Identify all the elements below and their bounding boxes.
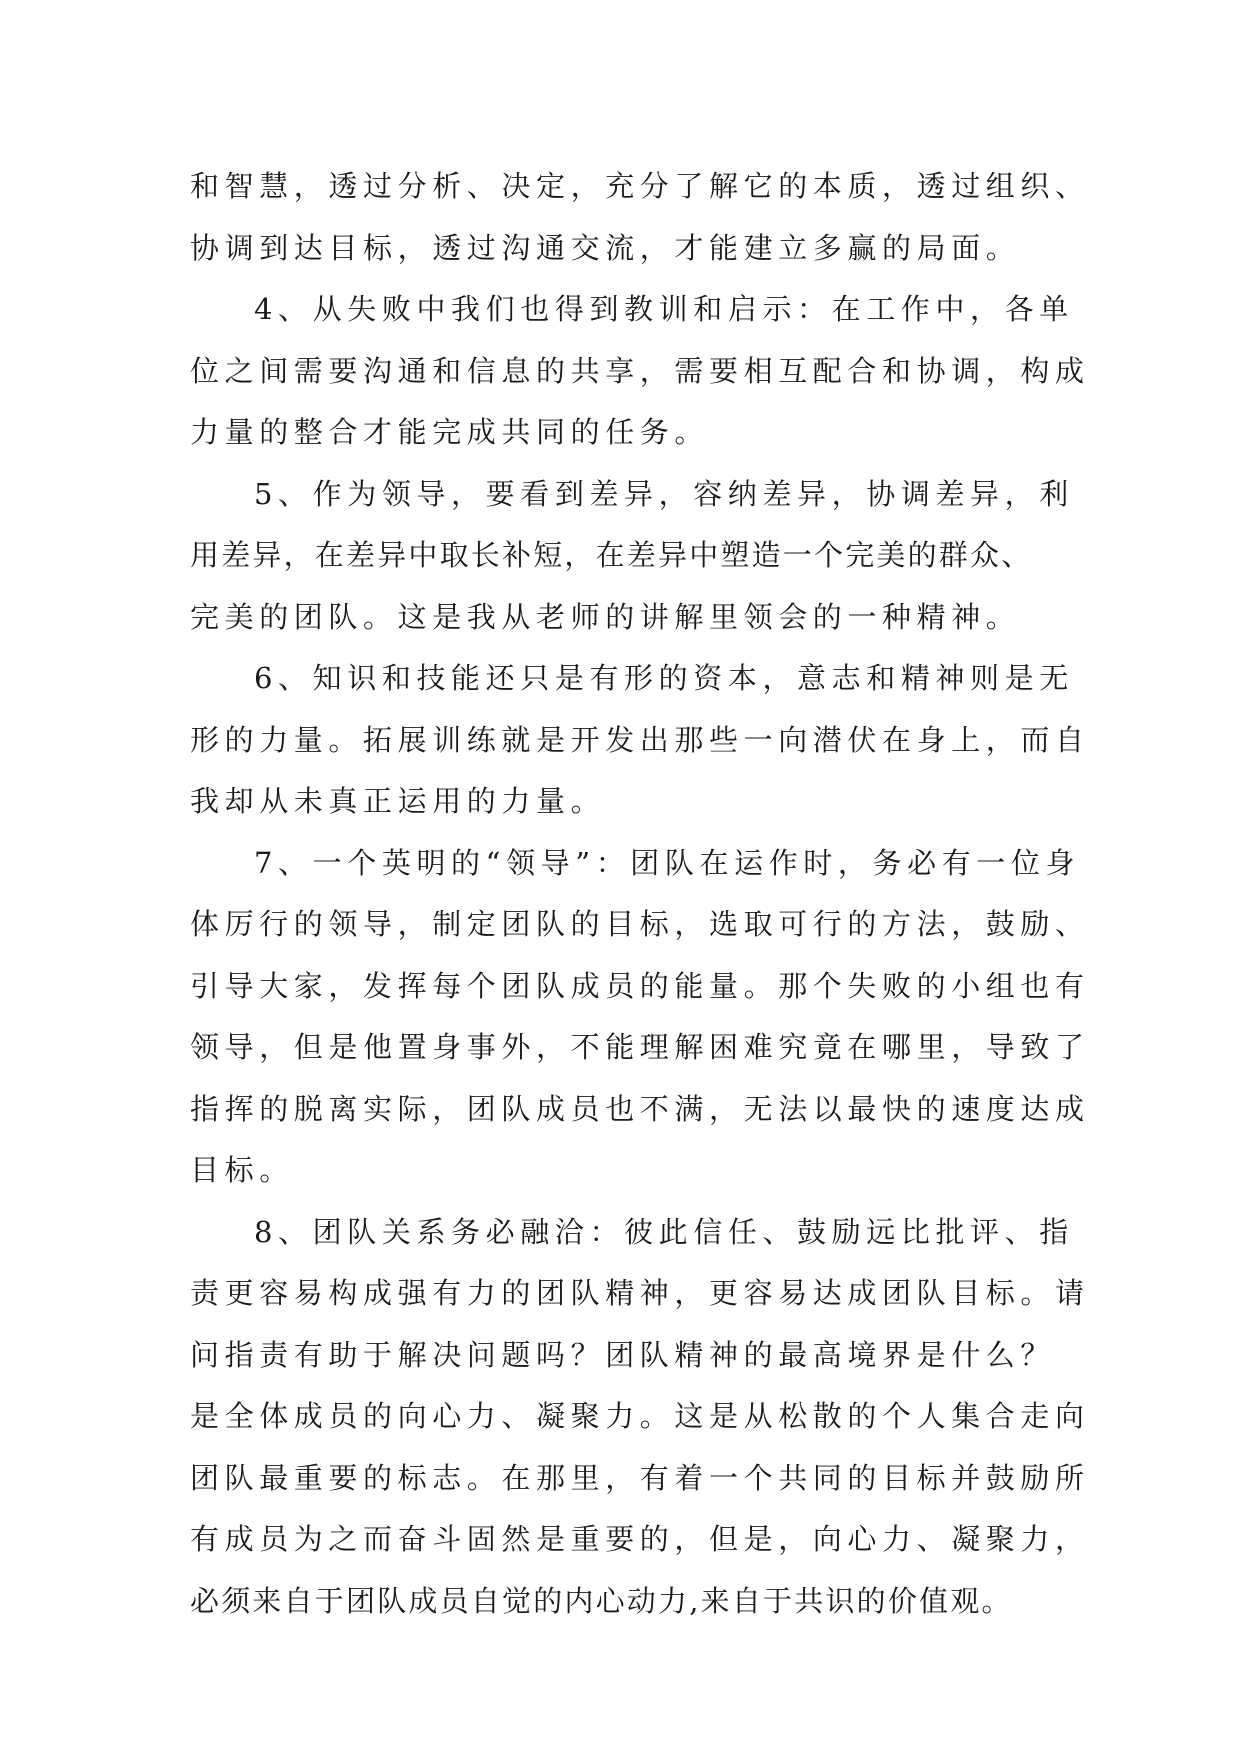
text-line: 用差异，在差异中取长补短，在差异中塑造一个完美的群众、 [190,538,1033,572]
text-line: 和智慧，透过分析、决定，充分了解它的本质，透过组织、 [190,169,1090,203]
text-line: 力量的整合才能完成共同的任务。 [190,415,710,449]
paragraph-start-line: 4、从失败中我们也得到教训和启示：在工作中，各单 [254,292,1074,326]
text-line: 是全体成员的向心力、凝聚力。这是从松散的个人集合走向 [190,1399,1090,1433]
text-line: 位之间需要沟通和信息的共享，需要相互配合和协调，构成 [190,353,1090,388]
text-line: 引导大家，发挥每个团队成员的能量。那个失败的小组也有 [190,968,1090,1003]
text-line: 形的力量。拓展训练就是开发出那些一向潜伏在身上，而自 [190,722,1090,757]
text-line: 问指责有助于解决问题吗？团队精神的最高境界是什么？ [190,1337,1056,1372]
paragraph-start-line: 8、团队关系务必融洽：彼此信任、鼓励远比批评、指 [254,1214,1074,1249]
text-line: 我却从未真正运用的力量。 [190,784,606,818]
text-line: 目标。 [190,1153,294,1187]
text-line: 指挥的脱离实际，团队成员也不满，无法以最快的速度达成 [190,1091,1090,1126]
body-text [190,156,1090,1632]
text-line: 完美的团队。这是我从老师的讲解里领会的一种精神。 [190,599,1021,634]
text-line: 必须来自于团队成员自觉的内心动力,来自于共识的价值观。 [190,1583,1013,1618]
text-line: 责更容易构成强有力的团队精神，更容易达成团队目标。请 [190,1276,1090,1310]
text-line: 体厉行的领导，制定团队的目标，选取可行的方法，鼓励、 [190,907,1090,941]
text-line: 有成员为之而奋斗固然是重要的，但是，向心力、凝聚力， [190,1522,1090,1556]
paragraph-start-line: 6、知识和技能还只是有形的资本，意志和精神则是无 [254,661,1074,695]
paragraph-start-line: 7、一个英明的“领导”：团队在运作时，务必有一位身 [254,845,1081,880]
text-line: 协调到达目标，透过沟通交流，才能建立多赢的局面。 [190,230,1021,265]
text-line: 团队最重要的标志。在那里，有着一个共同的目标并鼓励所 [190,1460,1090,1495]
paragraph-start-line: 5、作为领导，要看到差异，容纳差异，协调差异，利 [254,476,1074,511]
text-line: 领导，但是他置身事外，不能理解困难究竟在哪里，导致了 [190,1030,1090,1064]
